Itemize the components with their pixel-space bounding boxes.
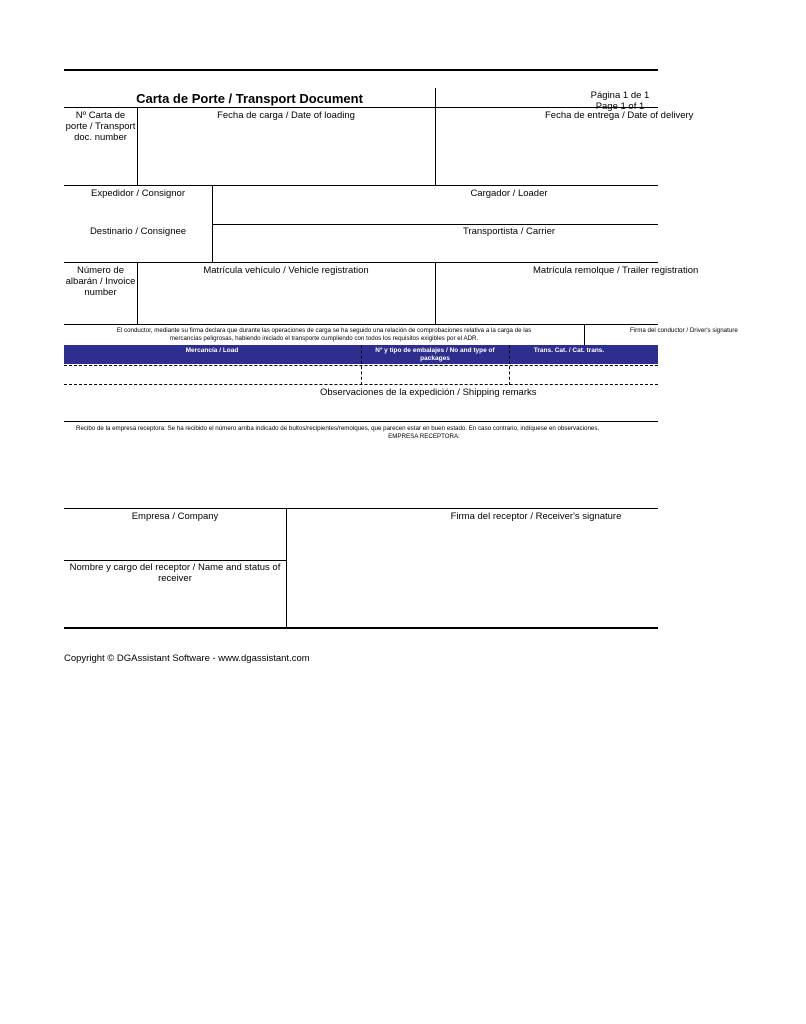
- header-divider: [435, 88, 436, 185]
- receiver-top-line: [64, 508, 658, 509]
- page-number-en: Page 1 of 1: [595, 101, 645, 112]
- vehicle-registration-label: Matrícula vehículo / Vehicle registration: [203, 265, 369, 276]
- row2-bottom-line: [212, 224, 658, 225]
- consignee-label: Destinario / Consignee: [89, 226, 187, 237]
- declaration-line-1: El conductor, mediante su firma declara que durante las operaciones de carga se ha seguido una relación de comprobaciones relativa a la carga de las: [116, 327, 532, 334]
- date-delivery-clip: [436, 110, 694, 122]
- header-bottom-line: [64, 107, 658, 108]
- document-title: Carta de Porte / Transport Document: [136, 91, 363, 106]
- company-bottom-line: [64, 560, 286, 561]
- declaration-line-2: mercancías peligrosas, habiendo iniciado el transporte cumpliendo con todos los requisitos exigibles por el ADR.: [169, 335, 479, 342]
- load-table-bottom-line: [64, 384, 658, 385]
- loader-label: Cargador / Loader: [470, 188, 548, 199]
- date-delivery-label: Fecha de entrega / Date of delivery: [545, 110, 694, 121]
- receiving-company-label: EMPRESA RECEPTORA:: [388, 433, 460, 440]
- doc-number-label: Nº Carta de porte / Transport doc. number: [65, 110, 136, 143]
- load-column-header: Mercancía / Load: [185, 347, 239, 354]
- consignor-label: Expedidor / Consignor: [91, 188, 185, 199]
- receipt-text: Recibo de la empresa receptora: Se ha recibido el número arriba indicado de bultos/recipientes/remolques, que parecen estar en buen estado. En caso contrario, indíquese en observaciones.: [76, 425, 600, 432]
- company-label: Empresa / Company: [131, 511, 219, 522]
- carrier-label: Transportista / Carrier: [462, 226, 556, 237]
- trailer-clip: [436, 265, 699, 277]
- top-border: [64, 69, 658, 71]
- invoice-number-label: Número de albarán / Invoice number: [65, 265, 136, 298]
- row3-bottom-line: [64, 262, 658, 263]
- driver-signature-clip: [585, 327, 738, 336]
- driver-signature-label: Firma del conductor / Driver's signature: [630, 327, 738, 334]
- copyright-text: Copyright © DGAssistant Software - www.dgassistant.com: [64, 653, 310, 664]
- trailer-registration-label: Matrícula remolque / Trailer registration: [533, 265, 699, 276]
- page-number-es: Página 1 de 1: [590, 90, 650, 101]
- trans-cat-column-header: Trans. Cat. / Cat. trans.: [533, 347, 605, 354]
- remarks-bottom-line: [64, 421, 658, 422]
- date-loading-label: Fecha de carga / Date of loading: [217, 110, 355, 121]
- row1-bottom-line: [64, 185, 658, 186]
- receiver-divider: [286, 508, 287, 627]
- receipt-text-clip: [64, 425, 658, 433]
- packages-column-header: Nº y tipo de embalajes / No and type of packages: [375, 347, 495, 362]
- shipping-remarks-label: Observaciones de la expedición / Shipping remarks: [320, 387, 537, 398]
- receiver-signature-label: Firma del receptor / Receiver's signature: [450, 511, 622, 522]
- row4-bottom-line: [64, 324, 658, 325]
- receiver-name-status-label: Nombre y cargo del receptor / Name and status of receiver: [69, 562, 281, 584]
- load-table-row-line: [64, 365, 658, 366]
- receiver-bottom-line: [64, 627, 658, 629]
